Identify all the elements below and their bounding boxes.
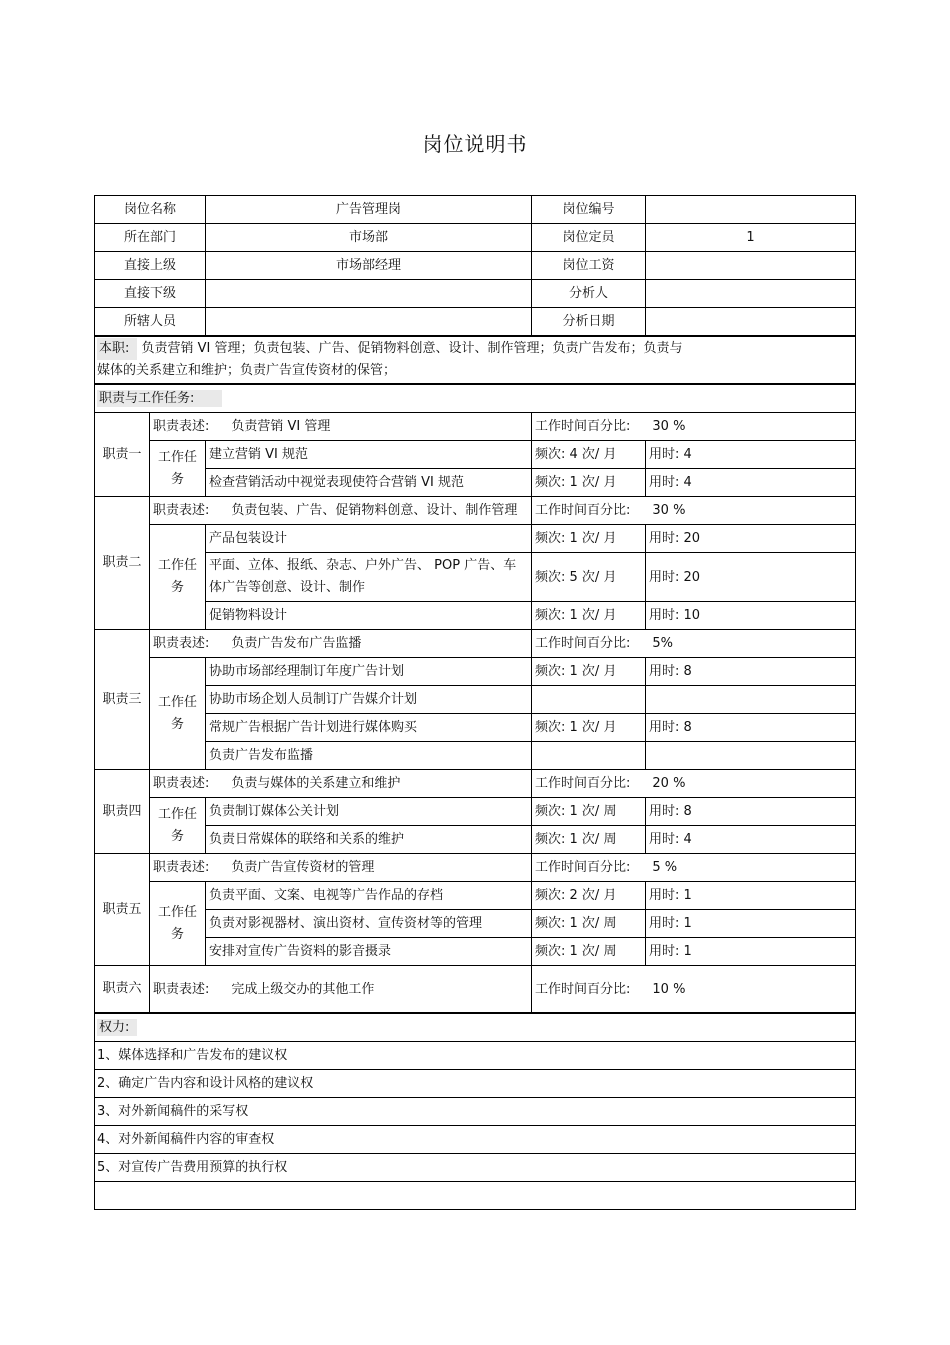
task-name: 检查营销活动中视觉表现使符合营销 VI 规范 [206, 469, 532, 497]
duty-head [95, 630, 150, 770]
duty-pct-cell [532, 497, 856, 525]
table-body [95, 196, 856, 1210]
task-time: 用时: 20 [646, 525, 856, 553]
info-label: 分析日期 [532, 308, 646, 337]
task-row [95, 553, 856, 602]
duty-head-text: 职责三 [102, 691, 142, 707]
duties-label-row [95, 384, 856, 413]
duty-desc-label: 职责表述: [153, 419, 210, 434]
task-time: 用时: 10 [646, 602, 856, 630]
duty-head [95, 966, 150, 1014]
pct-label: 工作时间百分比: [535, 981, 631, 997]
duty-pct-cell [532, 630, 856, 658]
task-name: 负责对影视器材、演出资材、宣传资材等的管理 [206, 910, 532, 938]
task-label: 工作任务 [150, 798, 206, 854]
info-label: 直接下级 [95, 280, 206, 308]
task-frequency: 频次: 1 次/ 月 [532, 658, 646, 686]
duty-desc-cell [150, 966, 532, 1014]
task-name: 产品包装设计 [206, 525, 532, 553]
task-name: 建立营销 VI 规范 [206, 441, 532, 469]
duty-desc-row [95, 770, 856, 798]
duty-desc-label: 职责表述: [153, 503, 210, 518]
task-row [95, 469, 856, 497]
power-item: 5、对宣传广告费用预算的执行权 [95, 1154, 856, 1182]
info-value [646, 196, 856, 224]
info-row [95, 196, 856, 224]
power-item: 4、对外新闻稿件内容的审查权 [95, 1126, 856, 1154]
task-name: 协助市场部经理制订年度广告计划 [206, 658, 532, 686]
task-time: 用时: 8 [646, 658, 856, 686]
task-time [646, 686, 856, 714]
info-value: 市场部经理 [206, 252, 532, 280]
info-label: 岗位名称 [95, 196, 206, 224]
info-label: 直接上级 [95, 252, 206, 280]
duty-desc: 负责广告宣传资材的管理 [231, 860, 375, 875]
info-label: 所在部门 [95, 224, 206, 252]
power-row [95, 1098, 856, 1126]
info-value [646, 252, 856, 280]
task-frequency: 频次: 1 次/ 月 [532, 469, 646, 497]
task-name: 平面、立体、报纸、杂志、户外广告、 POP 广告、车体广告等创意、设计、制作 [206, 553, 532, 602]
task-time: 用时: 1 [646, 938, 856, 966]
duty-desc: 负责包装、广告、促销物料创意、设计、制作管理 [231, 503, 518, 518]
pct-label: 工作时间百分比: [535, 860, 631, 875]
duty-desc-cell [150, 854, 532, 882]
info-row [95, 308, 856, 337]
task-frequency: 频次: 1 次/ 月 [532, 602, 646, 630]
duty-desc-row [95, 854, 856, 882]
info-value: 市场部 [206, 224, 532, 252]
duty-head-text: 职责六 [102, 981, 142, 996]
task-name: 协助市场企划人员制订广告媒介计划 [206, 686, 532, 714]
task-row [95, 602, 856, 630]
duties-label: 职责与工作任务: [97, 390, 222, 407]
powers-label-cell [95, 1013, 856, 1042]
task-row [95, 798, 856, 826]
task-time: 用时: 4 [646, 441, 856, 469]
pct-label: 工作时间百分比: [535, 419, 631, 434]
task-row [95, 714, 856, 742]
duty-desc-row [95, 630, 856, 658]
duty-pct: 5 % [652, 860, 678, 875]
duty-desc: 负责营销 VI 管理 [231, 419, 331, 434]
task-label: 工作任务 [150, 441, 206, 497]
info-label: 分析人 [532, 280, 646, 308]
duty-desc-cell [150, 630, 532, 658]
task-frequency: 频次: 4 次/ 月 [532, 441, 646, 469]
duty-pct: 10 % [652, 981, 686, 997]
duty-pct-cell [532, 413, 856, 441]
duty-desc: 负责广告发布广告监播 [231, 636, 362, 651]
task-time [646, 742, 856, 770]
summary-row [95, 336, 856, 384]
task-frequency: 频次: 1 次/ 周 [532, 938, 646, 966]
task-frequency: 频次: 1 次/ 周 [532, 826, 646, 854]
duty-desc-cell [150, 497, 532, 525]
info-label: 所辖人员 [95, 308, 206, 337]
power-row [95, 1042, 856, 1070]
duty-head [95, 770, 150, 854]
task-frequency [532, 742, 646, 770]
duty-head [95, 497, 150, 630]
info-label: 岗位编号 [532, 196, 646, 224]
duty-desc-row [95, 966, 856, 1014]
task-time: 用时: 8 [646, 714, 856, 742]
info-value: 广告管理岗 [206, 196, 532, 224]
duty-head-text: 职责一 [102, 446, 142, 462]
task-time: 用时: 4 [646, 826, 856, 854]
task-time: 用时: 8 [646, 798, 856, 826]
page-title: 岗位说明书 [422, 132, 528, 156]
task-row [95, 938, 856, 966]
task-row [95, 686, 856, 714]
pct-label: 工作时间百分比: [535, 636, 631, 651]
task-row [95, 826, 856, 854]
pct-label: 工作时间百分比: [535, 503, 631, 518]
task-name: 促销物料设计 [206, 602, 532, 630]
power-row [95, 1126, 856, 1154]
task-frequency: 频次: 1 次/ 周 [532, 910, 646, 938]
powers-label-row [95, 1013, 856, 1042]
duty-pct: 5% [652, 636, 674, 651]
task-time: 用时: 1 [646, 910, 856, 938]
summary-text-1: 负责营销 VI 管理；负责包装、广告、促销物料创意、设计、制作管理；负责广告发布；负责与 [141, 341, 683, 356]
task-frequency [532, 686, 646, 714]
task-row [95, 441, 856, 469]
task-name: 负责制订媒体公关计划 [206, 798, 532, 826]
task-frequency: 频次: 1 次/ 周 [532, 798, 646, 826]
power-row [95, 1154, 856, 1182]
task-frequency: 频次: 5 次/ 月 [532, 553, 646, 602]
info-label: 岗位工资 [532, 252, 646, 280]
summary-cell [95, 336, 856, 384]
task-label: 工作任务 [150, 525, 206, 630]
info-row [95, 252, 856, 280]
duty-pct: 30 % [652, 419, 686, 434]
duty-desc-label: 职责表述: [153, 860, 210, 875]
duty-desc-label: 职责表述: [153, 981, 210, 997]
duty-head-text: 职责四 [102, 803, 142, 819]
power-row [95, 1070, 856, 1098]
duty-desc-label: 职责表述: [153, 776, 210, 791]
duty-desc-label: 职责表述: [153, 636, 210, 651]
duty-desc-row [95, 413, 856, 441]
task-time: 用时: 1 [646, 882, 856, 910]
powers-label: 权力: [97, 1019, 137, 1036]
duty-head [95, 854, 150, 966]
task-name: 负责广告发布监播 [206, 742, 532, 770]
task-row [95, 910, 856, 938]
task-frequency: 频次: 1 次/ 月 [532, 714, 646, 742]
task-row [95, 525, 856, 553]
task-frequency: 频次: 1 次/ 月 [532, 525, 646, 553]
task-label: 工作任务 [150, 882, 206, 966]
info-row [95, 224, 856, 252]
duties-label-cell [95, 384, 856, 413]
summary-text-2: 媒体的关系建立和维护；负责广告宣传资材的保管； [97, 363, 397, 378]
task-name: 负责日常媒体的联络和关系的维护 [206, 826, 532, 854]
duty-head-text: 职责二 [102, 555, 142, 570]
info-value [646, 308, 856, 337]
task-label: 工作任务 [150, 658, 206, 770]
duty-pct: 30 % [652, 503, 686, 518]
duty-pct-cell [532, 854, 856, 882]
info-value [206, 280, 532, 308]
task-row [95, 882, 856, 910]
task-name: 安排对宣传广告资料的影音摄录 [206, 938, 532, 966]
duty-pct: 20 % [652, 776, 686, 791]
task-frequency: 频次: 2 次/ 月 [532, 882, 646, 910]
task-name: 负责平面、文案、电视等广告作品的存档 [206, 882, 532, 910]
task-row [95, 742, 856, 770]
duty-desc-cell [150, 770, 532, 798]
duty-pct-cell [532, 966, 856, 1014]
duty-head-text: 职责五 [102, 901, 142, 917]
duty-pct-cell [532, 770, 856, 798]
info-value: 1 [646, 224, 856, 252]
duty-desc: 负责与媒体的关系建立和维护 [231, 776, 401, 791]
duty-desc-cell [150, 413, 532, 441]
task-time: 用时: 20 [646, 553, 856, 602]
power-item: 1、媒体选择和广告发布的建议权 [95, 1042, 856, 1070]
power-row [95, 1182, 856, 1210]
task-row [95, 658, 856, 686]
pct-label: 工作时间百分比: [535, 776, 631, 791]
info-label: 岗位定员 [532, 224, 646, 252]
summary-label: 本职: [97, 338, 137, 360]
info-value [206, 308, 532, 337]
power-item [95, 1182, 856, 1210]
duty-desc-row [95, 497, 856, 525]
info-value [646, 280, 856, 308]
duty-head [95, 413, 150, 497]
job-description-table [94, 195, 856, 1210]
power-item: 2、确定广告内容和设计风格的建议权 [95, 1070, 856, 1098]
task-name: 常规广告根据广告计划进行媒体购买 [206, 714, 532, 742]
duty-desc: 完成上级交办的其他工作 [231, 981, 375, 997]
task-time: 用时: 4 [646, 469, 856, 497]
power-item: 3、对外新闻稿件的采写权 [95, 1098, 856, 1126]
info-row [95, 280, 856, 308]
